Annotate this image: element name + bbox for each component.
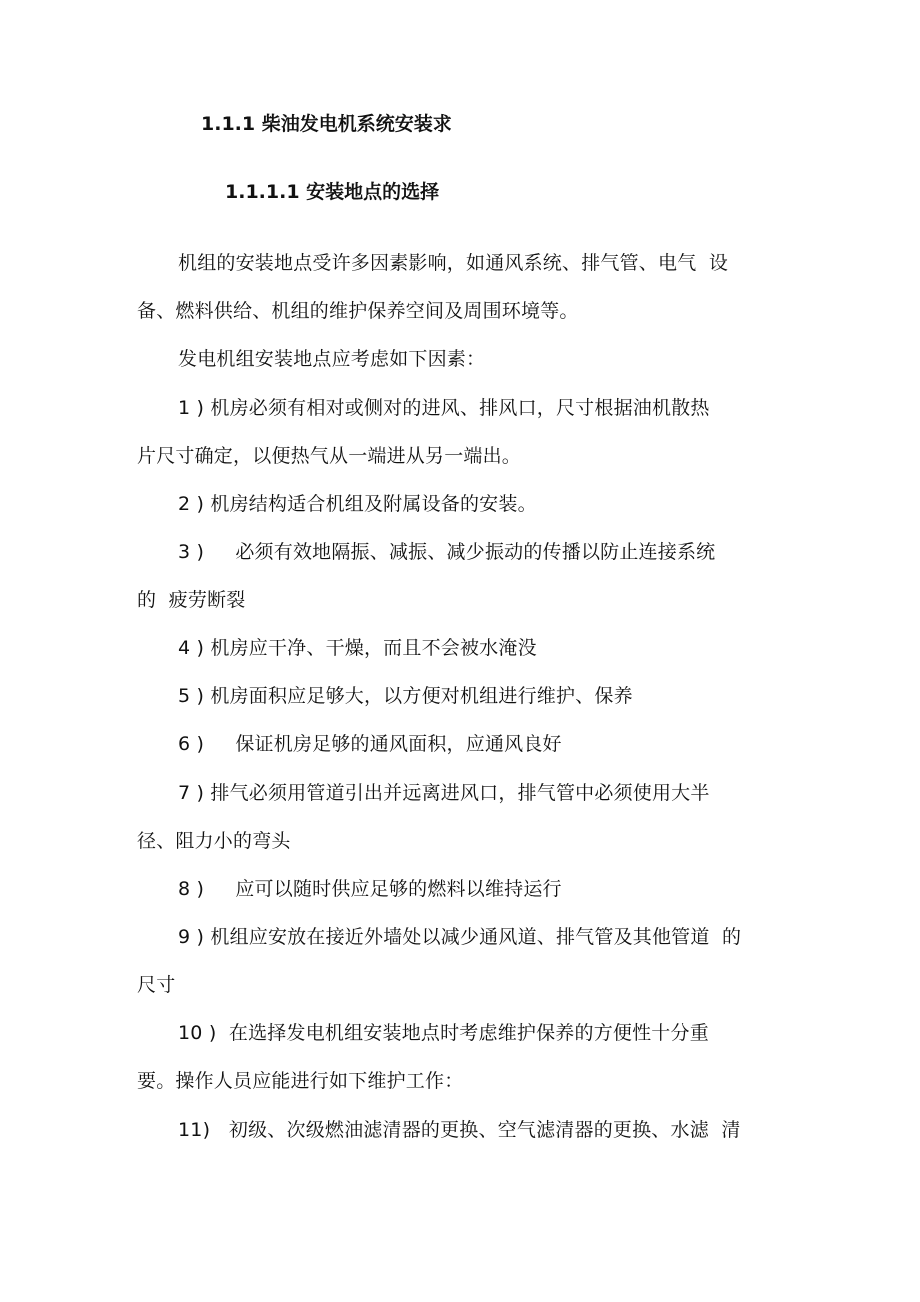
list-item-8 (137, 865, 787, 913)
paragraph-line: 发电机组安装地点应考虑如下因素： (178, 348, 486, 370)
intro-paragraph (137, 239, 787, 335)
paragraph-line: 2 ) 机房结构适合机组及附属设备的安装。 (178, 493, 537, 515)
list-item-2 (137, 480, 787, 528)
factors-intro-paragraph (137, 335, 787, 383)
list-item-10 (137, 1009, 787, 1105)
list-item-1 (137, 384, 787, 480)
paragraph-line: 10 ) 在选择发电机组安装地点时考虑维护保养的方便性十分重 (178, 1022, 709, 1044)
list-item-7 (137, 769, 787, 865)
paragraph-line: 4 ) 机房应干净、干燥，而且不会被水淹没 (178, 637, 537, 659)
section-heading: 1.1.1 柴油发电机系统安装求 (201, 113, 452, 135)
list-item-3 (137, 528, 787, 624)
paragraph-line: 要。操作人员应能进行如下维护工作： (137, 1070, 464, 1092)
paragraph-line: 8 ) 应可以随时供应足够的燃料以维持运行 (178, 878, 562, 900)
paragraph-line: 片尺寸确定，以便热气从一端进从另一端出。 (137, 445, 522, 467)
paragraph-line: 径、阻力小的弯头 (137, 830, 291, 852)
paragraph-line: 备、燃料供给、机组的维护保养空间及周围环境等。 (137, 300, 579, 322)
paragraph-line: 3 ) 必须有效地隔振、减振、减少振动的传播以防止连接系统 (178, 541, 716, 563)
paragraph-line: 尺寸 (137, 974, 176, 996)
list-item-11 (137, 1106, 787, 1154)
list-item-6 (137, 720, 787, 768)
paragraph-line: 6 ) 保证机房足够的通风面积，应通风良好 (178, 733, 562, 755)
paragraph-line: 11) 初级、次级燃油滤清器的更换、空气滤清器的更换、水滤 清 (178, 1119, 741, 1141)
subsection-heading: 1.1.1.1 安装地点的选择 (225, 181, 440, 203)
list-item-9 (137, 913, 787, 1009)
paragraph-line: 7 ) 排气必须用管道引出并远离进风口，排气管中必须使用大半 (178, 782, 710, 804)
paragraph-line: 1 ) 机房必须有相对或侧对的进风、排风口，尺寸根据油机散热 (178, 397, 710, 419)
paragraph-line: 机组的安装地点受许多因素影响，如通风系统、排气管、电气 设 (178, 252, 729, 274)
list-item-4 (137, 624, 787, 672)
list-item-5 (137, 672, 787, 720)
paragraph-line: 9 ) 机组应安放在接近外墙处以减少通风道、排气管及其他管道 的 (178, 926, 742, 948)
paragraph-line: 的 疲劳断裂 (137, 589, 246, 611)
paragraph-line: 5 ) 机房面积应足够大，以方便对机组进行维护、保养 (178, 685, 633, 707)
